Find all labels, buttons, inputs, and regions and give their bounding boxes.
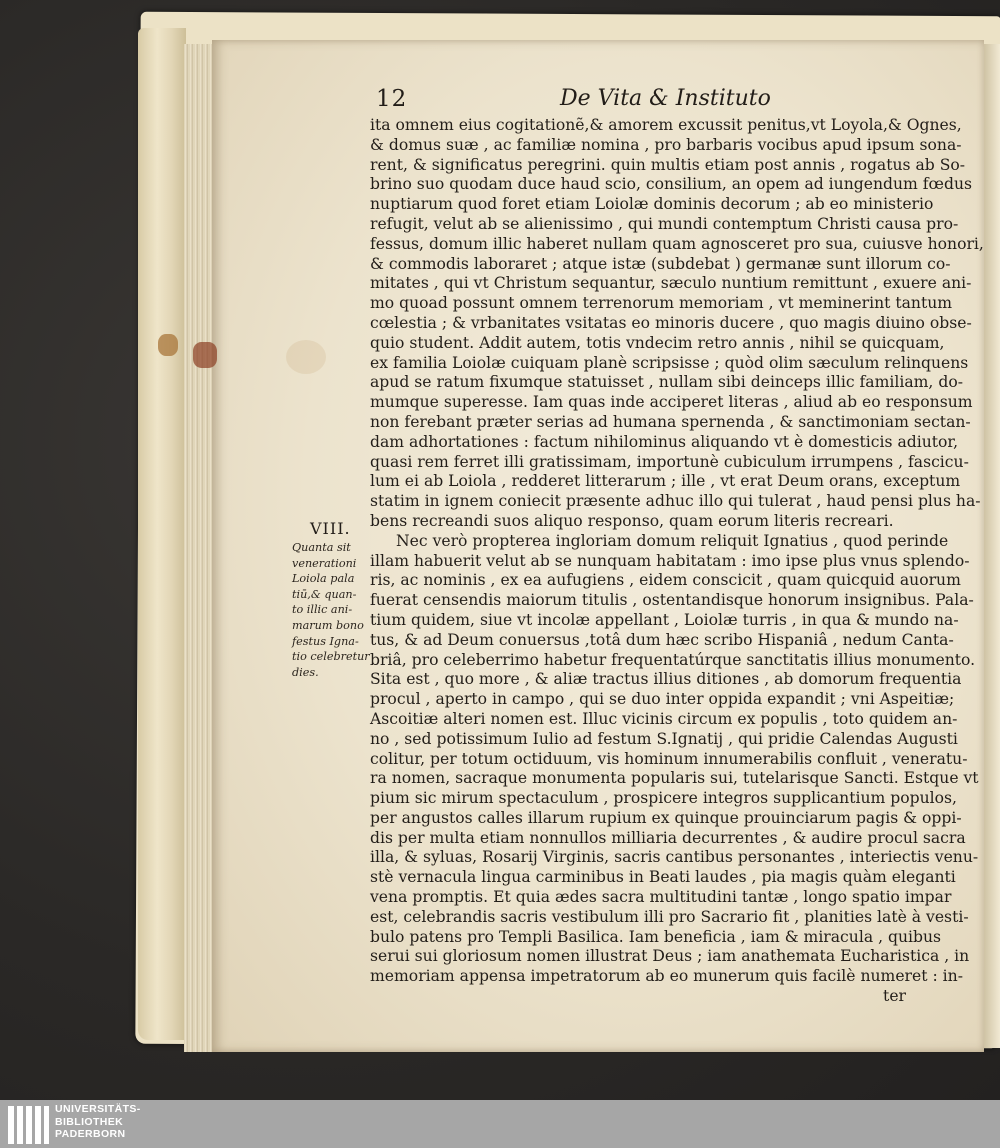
text-line: briâ, pro celeberrimo habetur frequentatúrque sanctitatis illius monumento.	[370, 650, 976, 669]
text-line: mo quoad possunt omnem terrenorum memoriam , vt meminerint tantum	[370, 294, 953, 313]
text-line: stè vernacula lingua carminibus in Beati laudes , pia magis quàm eleganti	[370, 868, 956, 887]
text-line: & commodis laboraret ; atque istæ (subdebat ) germanæ sunt illorum co-	[370, 254, 951, 273]
text-line: dis per multa etiam nonnullos milliaria decurrentes , & audire procul sacra	[370, 828, 966, 847]
text-line: ex familia Loiolæ cuiquam planè scripsisse ; quòd olim sæculum relinquens	[370, 353, 969, 372]
text-line: illa, & syluas, Rosarij Virginis, sacris cantibus personantes , interiectis venu-	[370, 848, 979, 867]
text-line: ris, ac nominis , ex ea aufugiens , eidem conscicit , quam quicquid auorum	[370, 571, 961, 590]
text-line: fuerat censendis maiorum titulis , ostentandisque honorum insignibus. Pala-	[370, 591, 974, 610]
section-number: VIII.	[310, 519, 351, 538]
text-line: no , sed potissimum Iulio ad festum S.Ignatij , qui pridie Calendas Augusti	[370, 729, 958, 748]
marginal-note-line: Quanta sit	[292, 541, 351, 554]
text-line: mitates , qui vt Christum sequantur, sæculo nuntium remittunt , exuere ani-	[370, 274, 972, 293]
text-line: est, celebrandis sacris vestibulum illi pro Sacrario fit , planities latè à vesti-	[370, 907, 969, 926]
text-line: pium sic mirum spectaculum , prospicere integros supplicantium populos,	[370, 789, 957, 808]
marginal-note	[292, 540, 376, 680]
marginal-note-line: venerationi	[292, 556, 357, 570]
text-line: ter	[883, 987, 906, 1006]
text-line: fessus, domum illic haberet nullam quam agnosceret pro sua, cuiusve honori,	[370, 234, 984, 253]
marginal-note-line: to illic ani-	[292, 603, 353, 617]
text-line: dam adhortationes : factum nihilominus aliquando vt è domesticis adiutor,	[370, 432, 959, 451]
text-line: per angustos calles illarum rupium ex quinque prouinciarum pagis & oppi-	[370, 808, 962, 827]
body-text	[370, 116, 984, 1007]
logo-line: UNIVERSITÄTS-	[55, 1103, 141, 1115]
running-title: De Vita & Instituto	[560, 86, 771, 111]
text-line: ita omnem eius cogitationẽ,& amorem excussit penitus,vt Loyola,& Ognes,	[370, 116, 962, 134]
page-number: 12	[376, 86, 408, 112]
text-line: memoriam appensa impetratorum ab eo munerum quis facilè numeret : in-	[370, 967, 963, 986]
text-line: lum ei ab Loiola , redderet litterarum ; ille , vt erat Deum orans, exceptum	[370, 472, 961, 491]
marginal-note-line: marum bono	[292, 618, 364, 632]
stain-mark	[286, 340, 326, 374]
text-line: tium quidem, siue vt incolæ appellant , Loiolæ turris , in qua & mundo na-	[370, 610, 959, 629]
right-page-edge	[984, 44, 1000, 1048]
text-line: statim in ignem coniecit præsente adhuc illo qui tulerat , haud pensi plus ha-	[370, 492, 981, 511]
text-line: & domus suæ , ac familiæ nomina , pro barbaris vocibus apud ipsum sona-	[370, 135, 962, 154]
text-line: non ferebant præter serias ad humana spernenda , & sanctimoniam sectan-	[370, 412, 971, 431]
stain-mark	[158, 334, 178, 356]
library-logo-text	[55, 1103, 141, 1141]
text-line: nuptiarum quod foret etiam Loiolæ dominis decorum ; ab eo ministerio	[370, 195, 934, 214]
text-line: rent, & significatus peregrini. quin multis etiam post annis , rogatus ab So-	[370, 155, 966, 174]
running-head	[370, 86, 910, 116]
text-line: cœlestia ; & vrbanitates vsitatas eo minoris ducere , quo magis diuino obse-	[370, 313, 972, 332]
marginal-note-line: festus Igna-	[292, 634, 359, 648]
text-line: quasi rem ferret illi gratissimam, importunè cubiculum irrumpens , fascicu-	[370, 452, 969, 471]
marginal-note-line: Loiola pala	[292, 572, 355, 586]
book-spine	[138, 28, 186, 1040]
text-line: Ascoitiæ alteri nomen est. Illuc vicinis circum ex populis , toto quidem an-	[370, 709, 958, 728]
text-line: tus, & ad Deum conuersus ,totâ dum hæc scribo Hispaniâ , nedum Canta-	[370, 630, 954, 649]
text-line: illam habuerit velut ab se nunquam habitatam : imo ipse plus vnus splendo-	[370, 551, 970, 570]
text-line: Nec verò propterea ingloriam domum reliquit Ignatius , quod perinde	[396, 531, 949, 550]
marginal-note-line: tio celebretur	[292, 650, 370, 664]
text-line: quio student. Addit autem, totis vndecim retro annis , nihil se quicquam,	[370, 333, 945, 352]
text-line: colitur, per totum octiduum, vis hominum innumerabilis confluit , veneratu-	[370, 749, 968, 768]
library-footer	[0, 1100, 1000, 1148]
page-edges	[184, 44, 214, 1052]
text-line: serui sui gloriosum nomen illustrat Deus ; iam anathemata Eucharistica , in	[370, 947, 970, 966]
text-line: ra nomen, sacraque monumenta popularis sui, tutelarisque Sancti. Estque vt	[370, 769, 979, 788]
text-line: apud se ratum fixumque statuisset , nullam sibi deinceps illic familiam, do-	[370, 373, 963, 392]
text-line: bens recreandi suos aliquo responso, quam eorum literis recreari.	[370, 511, 894, 530]
marginal-note-line: dies.	[292, 665, 319, 679]
marginal-note-line: tiū,& quan-	[292, 587, 357, 601]
text-line: brino suo quodam duce haud scio, consilium, an opem ad iungendum fœdus	[370, 175, 972, 194]
stain-mark	[193, 342, 217, 368]
text-line: mumque superesse. Iam quas inde acciperet literas , aliud ab eo responsum	[370, 393, 973, 412]
logo-line: PADERBORN	[55, 1128, 126, 1140]
text-line: procul , aperto in campo , qui se duo inter oppida expandit ; vni Aspeitiæ;	[370, 690, 955, 709]
library-logo-icon	[8, 1106, 52, 1144]
text-line: vena promptis. Et quia ædes sacra multitudini tantæ , longo spatio impar	[370, 888, 952, 907]
text-line: refugit, velut ab se alienissimo , qui mundi contemptum Christi causa pro-	[370, 214, 959, 233]
text-line: bulo patens pro Templi Basilica. Iam beneficia , iam & miracula , quibus	[370, 927, 942, 946]
text-line: Sita est , quo more , & aliæ tractus illius ditiones , ab domorum frequentia	[370, 670, 962, 689]
logo-line: BIBLIOTHEK	[55, 1115, 124, 1128]
